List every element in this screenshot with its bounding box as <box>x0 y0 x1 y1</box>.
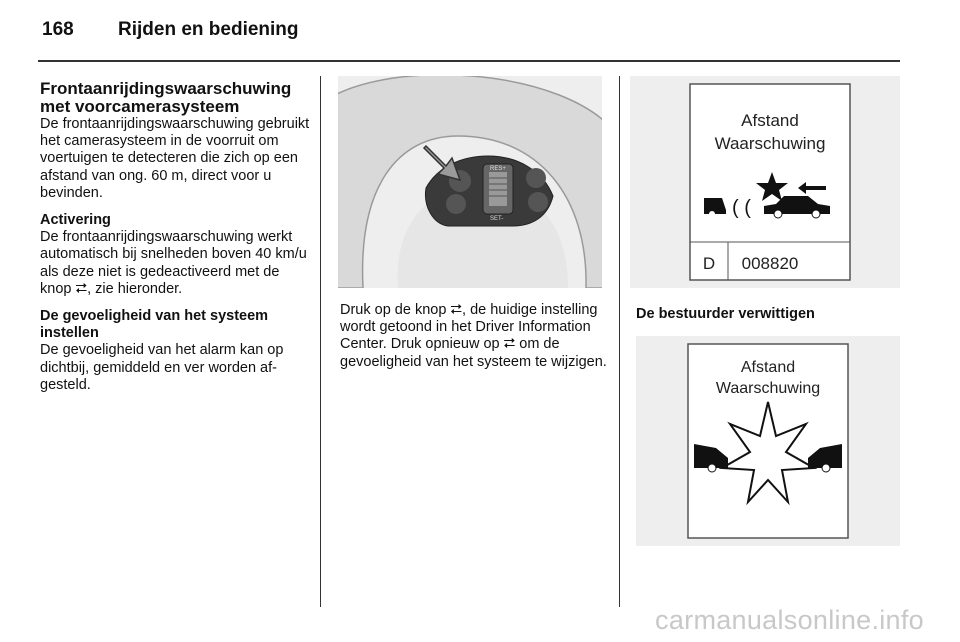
display1-line1: Afstand <box>741 111 799 130</box>
display1-code-value: 008820 <box>741 254 799 273</box>
sensitivity-heading: De gevoeligheid van het systeem instellen <box>40 308 269 342</box>
watermark: carmanualsonline.info <box>655 605 924 635</box>
column-divider-left <box>320 76 321 607</box>
warn-driver-heading: De bestuurder verwittigen <box>636 306 815 322</box>
activation-heading: Activering <box>40 212 111 229</box>
steering-wheel-figure <box>338 76 602 288</box>
header-rule <box>38 60 900 62</box>
svg-text:( (: ( ( <box>732 197 751 219</box>
set-label: SET- <box>490 216 504 222</box>
chapter-title: Rijden en bediening <box>118 19 299 40</box>
section-heading: Frontaanrijdingswaarschuwing met voorcamerasysteem <box>40 79 292 116</box>
distance-display-figure <box>630 76 900 288</box>
column-2-paragraph: Druk op de knop ⮂, de huidige instelling wordt getoond in het Driver Information Center. Druk opnieuw op ⮂ om de gevoeligheid van het systeem te wijzigen. <box>340 302 607 370</box>
column-1 <box>40 80 310 404</box>
sensitivity-paragraph: De gevoeligheid van het alarm kan op dichtbij, gemiddeld en ver worden afgesteld. <box>40 342 284 393</box>
column-divider-right <box>619 76 620 607</box>
display1-line2: Waarschuwing <box>714 134 826 153</box>
page-number: 168 <box>42 19 74 40</box>
display1-code-letter: D <box>702 254 716 273</box>
res-label: RES+ <box>490 166 506 172</box>
display2-line2: Waarschuwing <box>715 380 821 397</box>
collision-warning-figure <box>636 336 900 546</box>
activation-paragraph: De frontaanrijdingswaarschuwing werkt automatisch bij snelheden boven 40 km/u als deze niet is gedeactiveerd met de knop ⮂, zie hieronder. <box>40 229 307 297</box>
intro-paragraph: De frontaanrijdingswaarschuwing gebruikt het camerasysteem in de voorruit om voertuigen te detecteren die zich op een afstand van ong. 60 m, direct voor u bevinden. <box>40 116 310 201</box>
display2-line1: Afstand <box>740 359 796 376</box>
